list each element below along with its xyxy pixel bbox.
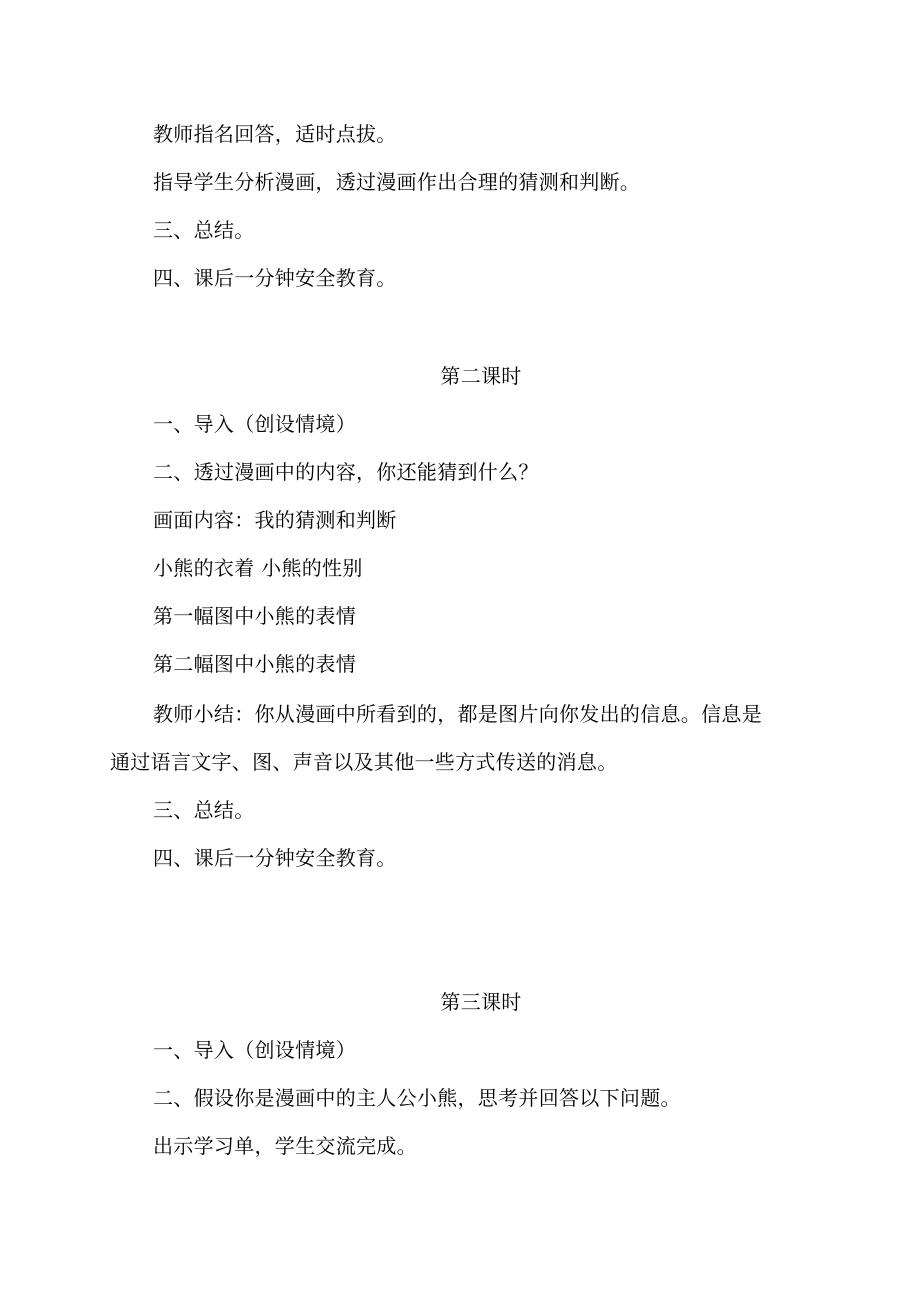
section-heading-lesson-3: 第三课时 bbox=[440, 990, 522, 1014]
paragraph-summary: 三、总结。 bbox=[153, 798, 255, 822]
paragraph-picture-content: 画面内容：我的猜测和判断 bbox=[153, 508, 397, 532]
paragraph-teacher-summary: 教师小结：你从漫画中所看到的，都是图片向你发出的信息。信息是 bbox=[153, 702, 762, 726]
paragraph-question: 二、透过漫画中的内容，你还能猜到什么？ bbox=[153, 460, 539, 484]
paragraph-teacher-summary-continued: 通过语言文字、图、声音以及其他一些方式传送的消息。 bbox=[110, 750, 618, 774]
paragraph-teacher-answer: 教师指名回答，适时点拔。 bbox=[153, 122, 397, 146]
paragraph-first-picture: 第一幅图中小熊的表情 bbox=[153, 604, 356, 628]
paragraph-worksheet: 出示学习单，学生交流完成。 bbox=[153, 1134, 417, 1158]
paragraph-guide-analysis: 指导学生分析漫画，透过漫画作出合理的猜测和判断。 bbox=[153, 170, 641, 194]
paragraph-safety-education: 四、课后一分钟安全教育。 bbox=[153, 846, 397, 870]
paragraph-summary: 三、总结。 bbox=[153, 218, 255, 242]
paragraph-role-play: 二、假设你是漫画中的主人公小熊，思考并回答以下问题。 bbox=[153, 1086, 681, 1110]
paragraph-safety-education: 四、课后一分钟安全教育。 bbox=[153, 266, 397, 290]
section-heading-lesson-2: 第二课时 bbox=[440, 364, 522, 388]
paragraph-intro: 一、导入（创设情境） bbox=[153, 1038, 356, 1062]
paragraph-second-picture: 第二幅图中小熊的表情 bbox=[153, 652, 356, 676]
paragraph-bear-clothing: 小熊的衣着 小熊的性别 bbox=[153, 556, 363, 580]
paragraph-intro: 一、导入（创设情境） bbox=[153, 412, 356, 436]
